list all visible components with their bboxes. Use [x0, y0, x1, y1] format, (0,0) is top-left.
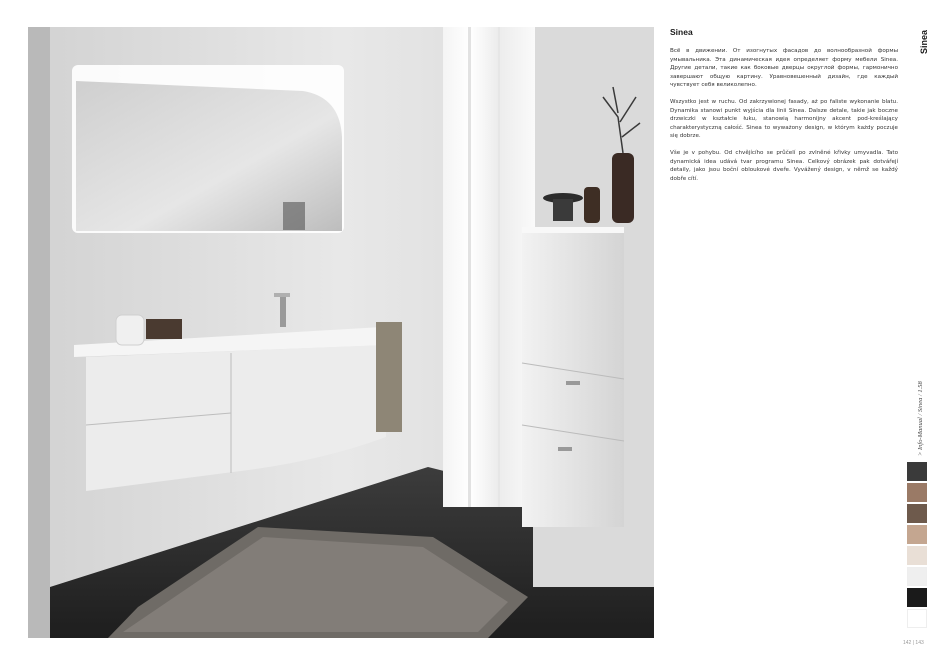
side-title-text: Sinea — [919, 29, 929, 54]
paragraph-czech: Vše je v pohybu. Od chvějícího se průčelí po zvlněné křivky umyvadla. Tato dynamická idea udává tvar programu Sinea. Celkový obrázek pak dotvářejí detaily, jako jsou boční obloukové dveře. Vyvážený design, v němž se každý dobře cítí. — [670, 149, 898, 182]
swatch — [907, 504, 927, 523]
swatch — [907, 567, 927, 586]
text-column — [670, 27, 898, 191]
swatch — [907, 525, 927, 544]
page-number: 142 | 143 — [903, 640, 924, 646]
swatch — [907, 588, 927, 607]
side-reference — [905, 360, 924, 460]
side-reference-text: > Info-Manual / Sinea / 1.58 — [917, 381, 924, 456]
swatch — [907, 462, 927, 481]
swatch — [907, 609, 927, 628]
color-swatches — [907, 462, 927, 630]
side-title — [905, 24, 929, 64]
swatch — [907, 483, 927, 502]
swatch — [907, 546, 927, 565]
page-title: Sinea — [670, 27, 693, 37]
bathroom-photo — [28, 27, 654, 638]
paragraph-russian: Всё в движении. От изогнутых фасадов до волнообразной формы умывальника. Эта динамическая идея определяет форму мебели Sinea. Другие детали, такие как боковые дверцы округлой формы, гармонично завершают общую картину. Уравновешенный дизайн, где каждый чувствует себя великолепно. — [670, 48, 898, 89]
paragraph-polish: Wszystko jest w ruchu. Od zakrzywionej fasady, aż po faliste wykonanie blatu. Dynamika stanowi punkt wyjścia dla linii Sinea. Dalsze detale, takie jak boczne drzwiczki w kształcie łuku, stanowią harmonijny akcent pod-kreślający charakterystyczną całość. Sinea to wyważony design, w którym każdy poczuje się dobrze. — [670, 98, 898, 140]
